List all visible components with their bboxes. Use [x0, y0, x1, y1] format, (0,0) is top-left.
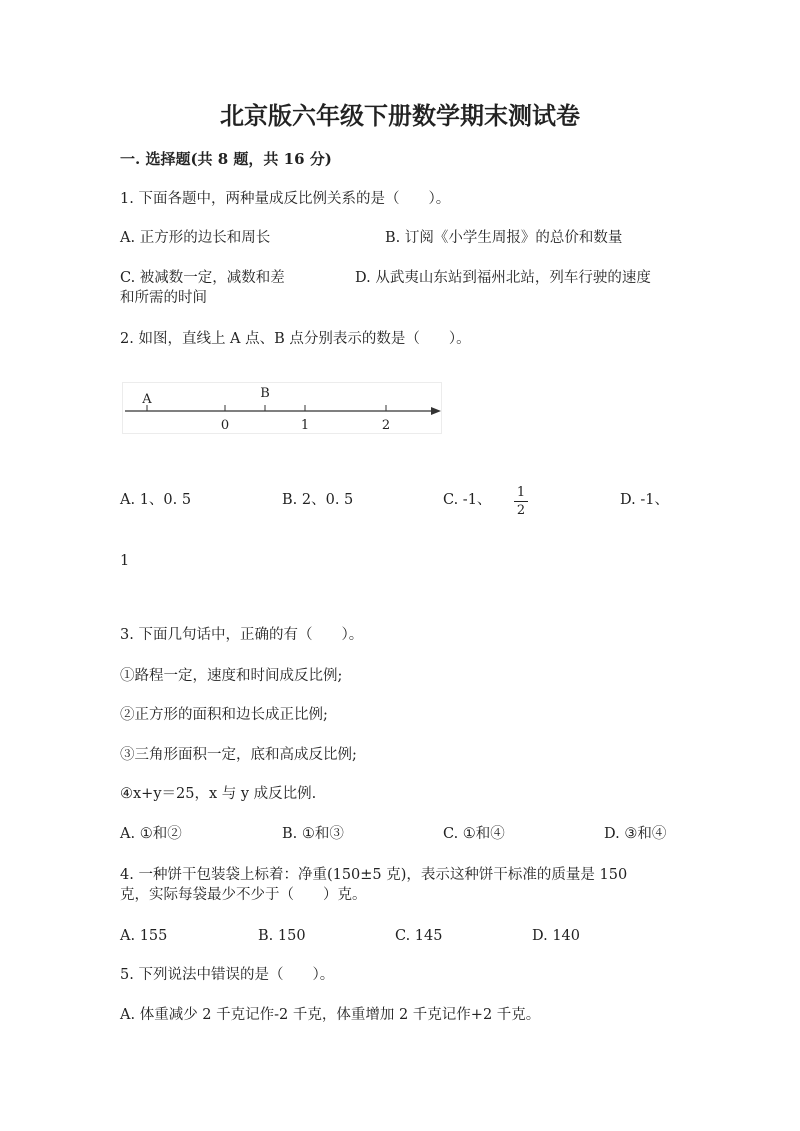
question-3-option-a: A. ①和②: [120, 826, 182, 842]
tick-label-0: 0: [220, 418, 230, 433]
number-line-arrow-icon: [431, 407, 441, 415]
question-3-statement-1: ①路程一定，速度和时间成反比例;: [120, 668, 343, 684]
fraction-bar: [514, 501, 528, 502]
fraction-one-half: [514, 485, 528, 518]
question-3-statement-2: ②正方形的面积和边长成正比例;: [120, 707, 328, 723]
question-3-option-b: B. ①和③: [282, 826, 344, 842]
tick-label-1: 1: [300, 418, 310, 433]
question-4-option-d: D. 140: [532, 928, 581, 944]
question-4-stem: 4. 一种饼干包装袋上标着：净重(150±5 克)，表示这种饼干标准的质量是 150: [120, 867, 628, 883]
question-2-option-c: C. -1、: [443, 492, 492, 508]
point-a-label: A: [142, 392, 152, 407]
section-heading: 一. 选择题(共 8 题，共 16 分): [120, 150, 332, 168]
question-2-option-a: A. 1、0. 5: [120, 492, 192, 508]
question-3-statement-4: ④x+y＝25，x 与 y 成反比例.: [120, 786, 317, 802]
number-line-figure: [122, 382, 442, 434]
question-3-statement-3: ③三角形面积一定，底和高成反比例;: [120, 747, 357, 763]
question-3-option-d: D. ③和④: [604, 826, 667, 842]
question-2-stem: 2. 如图，直线上 A 点、B 点分别表示的数是（ ）。: [120, 331, 471, 347]
number-line-svg: [123, 383, 441, 433]
question-1-option-d: D. 从武夷山东站到福州北站，列车行驶的速度: [355, 270, 651, 286]
question-4-option-c: C. 145: [395, 928, 443, 944]
question-4-stem-continued: 克，实际每袋最少不少于（ ）克。: [120, 887, 367, 903]
question-1-stem: 1. 下面各题中，两种量成反比例关系的是（ ）。: [120, 191, 451, 207]
question-3-stem: 3. 下面几句话中，正确的有（ ）。: [120, 627, 364, 643]
question-1-option-a: A. 正方形的边长和周长: [120, 230, 271, 246]
point-b-label: B: [260, 386, 270, 401]
question-4-option-b: B. 150: [258, 928, 306, 944]
question-4-option-a: A. 155: [120, 928, 168, 944]
question-5-option-a: A. 体重减少 2 千克记作-2 千克，体重增加 2 千克记作+2 千克。: [120, 1007, 541, 1023]
question-1-option-c: C. 被减数一定，减数和差: [120, 270, 285, 286]
question-1-option-b: B. 订阅《小学生周报》的总价和数量: [385, 230, 623, 246]
question-2-option-b: B. 2、0. 5: [282, 492, 354, 508]
fraction-denominator: 2: [516, 503, 526, 518]
question-2-option-d: D. -1、: [620, 492, 669, 508]
question-3-option-c: C. ①和④: [443, 826, 505, 842]
tick-label-2: 2: [381, 418, 391, 433]
question-1-option-d-continued: 和所需的时间: [120, 290, 207, 306]
fraction-numerator: 1: [516, 485, 526, 500]
question-5-stem: 5. 下列说法中错误的是（ ）。: [120, 967, 335, 983]
page-title: 北京版六年级下册数学期末测试卷: [220, 101, 580, 130]
question-2-option-d-continued: 1: [120, 553, 130, 569]
